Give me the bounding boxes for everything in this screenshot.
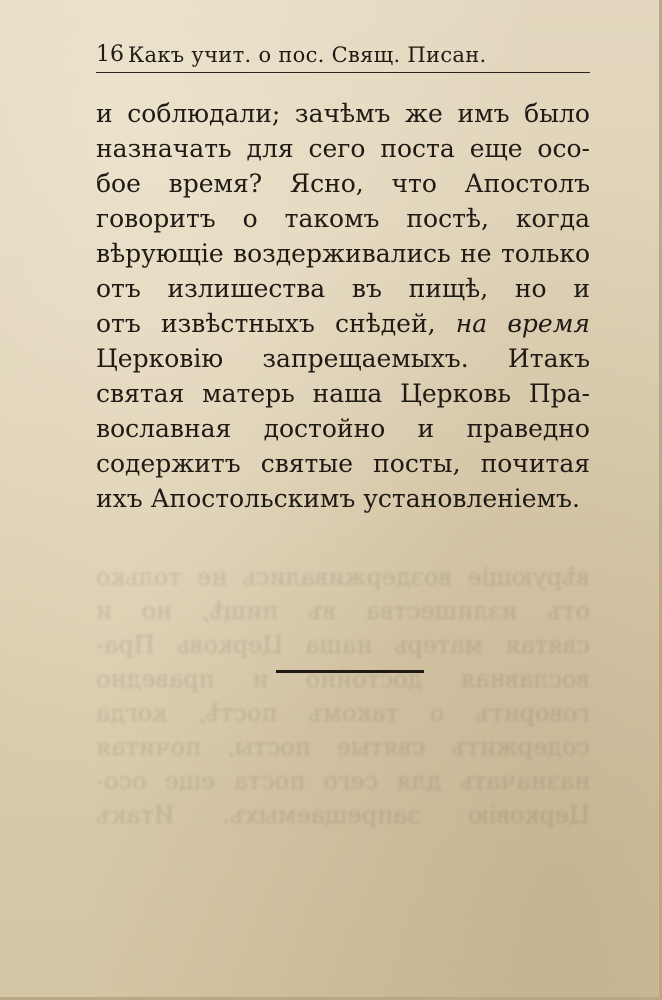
show-through-line: содержитъ святые посты, почитая (96, 733, 590, 761)
text-line: назначать для сего поста еще осо- (96, 134, 590, 163)
show-through-line: назначать для сего поста еще осо- (96, 767, 590, 795)
text-line: вѣрующіе воздерживались не только (96, 239, 590, 268)
running-header (96, 38, 590, 73)
text-line: вославная достойно и праведно (96, 414, 590, 443)
text-line: бое время? Ясно, что Апостолъ (96, 169, 590, 198)
text-line: отъ излишества въ пищѣ, но и (96, 274, 590, 303)
text-line: говоритъ о такомъ постѣ, когда (96, 204, 590, 233)
text-line: святая матерь наша Церковь Пра- (96, 379, 590, 408)
text-line: и соблюдали; зачѣмъ же имъ было (96, 99, 590, 128)
page-number: 16 (96, 42, 124, 67)
body-paragraph (96, 96, 590, 516)
section-divider (276, 670, 424, 673)
show-through-line: отъ излишества въ пищѣ, но и (96, 597, 590, 625)
show-through-line: вославная достойно и праведно (96, 665, 590, 693)
running-title: Какъ учит. о пос. Свящ. Писан. (128, 43, 487, 67)
italic-phrase: на время (455, 309, 590, 338)
text-segment: отъ извѣстныхъ снѣдей, (96, 309, 436, 338)
text-line: ихъ Апостольскимъ установленіемъ. (96, 484, 580, 513)
show-through-line: вѣрующіе воздерживались не только (96, 563, 590, 591)
text-line: Церковію запрещаемыхъ. Итакъ (96, 344, 590, 373)
show-through-line: святая матерь наша Церковь Пра- (96, 631, 590, 659)
show-through-line: говоритъ о такомъ постѣ, когда (96, 699, 590, 727)
show-through-line: Церковію запрещаемыхъ. Итакъ (96, 801, 590, 829)
show-through-text (96, 560, 590, 832)
text-line-with-italic (96, 306, 590, 341)
text-line: содержитъ святые посты, почитая (96, 449, 590, 478)
